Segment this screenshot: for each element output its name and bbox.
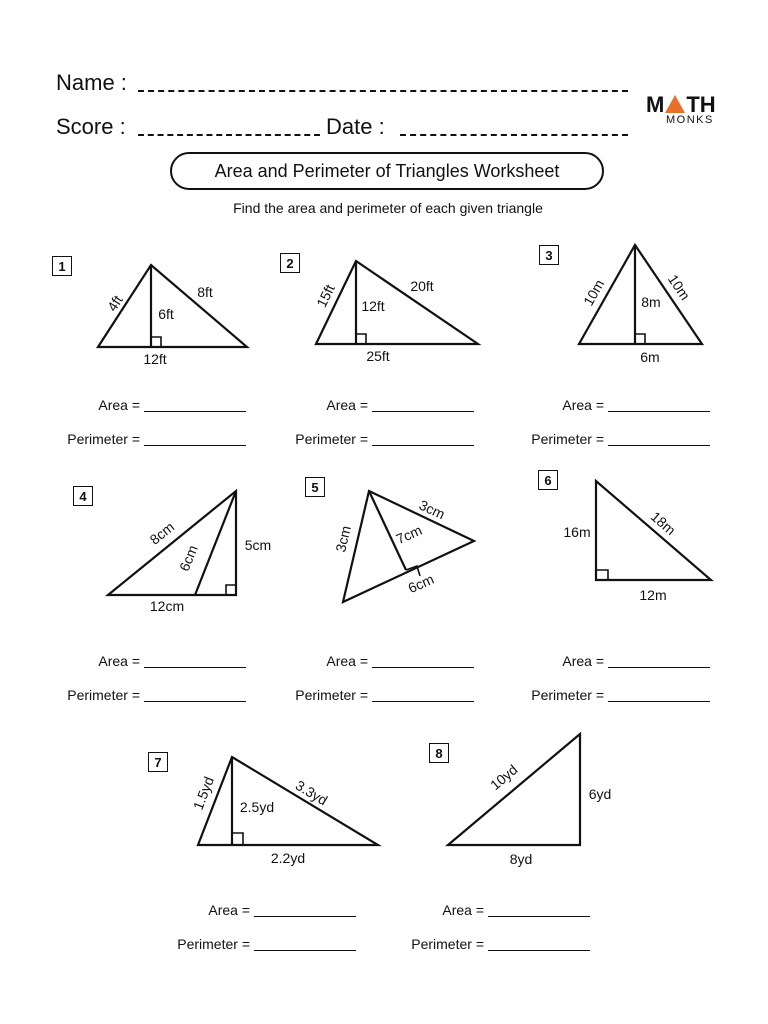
base-label: 12m <box>639 587 667 603</box>
triangle-4 <box>108 491 236 595</box>
area-label: Area = <box>562 397 604 413</box>
area-label: Area = <box>326 397 368 413</box>
problem-number: 5 <box>305 477 325 497</box>
height-label: 2.5yd <box>239 799 275 815</box>
side-label: 10m <box>580 276 608 309</box>
perimeter-answer-field[interactable] <box>254 950 356 951</box>
problem-number: 3 <box>539 245 559 265</box>
area-answer-field[interactable] <box>488 916 590 917</box>
side-label: 5cm <box>244 537 272 553</box>
area-answer-field[interactable] <box>608 667 710 668</box>
area-answer-field[interactable] <box>372 411 474 412</box>
base-label: 6m <box>640 349 660 365</box>
date-label: Date : <box>326 114 385 139</box>
perimeter-label: Perimeter = <box>295 687 368 703</box>
perimeter-label: Perimeter = <box>67 687 140 703</box>
area-answer-field[interactable] <box>144 411 246 412</box>
perimeter-answer-field[interactable] <box>372 445 474 446</box>
area-label: Area = <box>208 902 250 918</box>
side-label: 15ft <box>313 281 338 310</box>
area-answer-field[interactable] <box>372 667 474 668</box>
area-answer-field[interactable] <box>254 916 356 917</box>
perimeter-label: Perimeter = <box>411 936 484 952</box>
perimeter-label: Perimeter = <box>177 936 250 952</box>
area-label: Area = <box>326 653 368 669</box>
side-label: 1.5yd <box>189 774 217 813</box>
problem-number: 4 <box>73 486 93 506</box>
perimeter-label: Perimeter = <box>531 687 604 703</box>
problem-number: 6 <box>538 470 558 490</box>
problem-number: 7 <box>148 752 168 772</box>
side-label: 4ft <box>103 292 126 315</box>
height-label: 12ft <box>361 298 385 314</box>
base-label: 12ft <box>143 351 167 367</box>
perimeter-label: Perimeter = <box>295 431 368 447</box>
base-label: 25ft <box>366 348 390 364</box>
perimeter-label: Perimeter = <box>67 431 140 447</box>
area-label: Area = <box>442 902 484 918</box>
area-answer-field[interactable] <box>144 667 246 668</box>
side-label: 6cm <box>405 570 437 597</box>
right-angle-mark <box>635 334 645 344</box>
side-label: 6yd <box>588 786 612 802</box>
right-angle-mark <box>232 833 243 845</box>
inner-line-label: 6cm <box>175 542 201 574</box>
area-label: Area = <box>98 397 140 413</box>
base-label: 12cm <box>149 598 185 614</box>
right-angle-mark <box>596 570 608 580</box>
perimeter-answer-field[interactable] <box>608 445 710 446</box>
side-label: 3cm <box>332 524 354 554</box>
area-answer-field[interactable] <box>608 411 710 412</box>
perimeter-answer-field[interactable] <box>372 701 474 702</box>
problem-number: 1 <box>52 256 72 276</box>
area-label: Area = <box>562 653 604 669</box>
perimeter-answer-field[interactable] <box>144 445 246 446</box>
triangle-7 <box>198 757 378 845</box>
name-label: Name : <box>56 70 127 95</box>
base-label: 8yd <box>509 851 533 867</box>
side-label: 3.3yd <box>292 777 331 809</box>
instructions: Find the area and perimeter of each given triangle <box>233 200 543 216</box>
perimeter-answer-field[interactable] <box>144 701 246 702</box>
problem-number: 2 <box>280 253 300 273</box>
side-label: 3cm <box>416 496 448 523</box>
side-label: 8cm <box>146 518 178 548</box>
perimeter-answer-field[interactable] <box>608 701 710 702</box>
side-label: 20ft <box>410 278 434 294</box>
side-label: 16m <box>563 524 591 540</box>
triangle-6 <box>596 481 711 580</box>
worksheet-title: Area and Perimeter of Triangles Worksheet <box>170 152 604 190</box>
right-angle-mark <box>226 585 236 595</box>
problem-number: 8 <box>429 743 449 763</box>
right-angle-mark <box>356 334 366 344</box>
side-label: 10yd <box>487 761 521 794</box>
logo-wordmark: M TH <box>646 92 716 117</box>
area-label: Area = <box>98 653 140 669</box>
side-label: 10m <box>664 271 694 303</box>
triangle-8 <box>448 734 580 845</box>
side-label: 18m <box>647 508 679 539</box>
height-label: 6ft <box>158 306 174 322</box>
perimeter-answer-field[interactable] <box>488 950 590 951</box>
base-label: 2.2yd <box>270 850 306 866</box>
height-label: 7cm <box>393 521 425 548</box>
perimeter-label: Perimeter = <box>531 431 604 447</box>
score-label: Score : <box>56 114 126 139</box>
side-label: 8ft <box>197 284 213 300</box>
right-angle-mark <box>151 337 161 347</box>
logo-subtext: MONKS <box>666 114 714 126</box>
triangle-2 <box>316 261 478 344</box>
height-label: 8m <box>641 294 661 310</box>
